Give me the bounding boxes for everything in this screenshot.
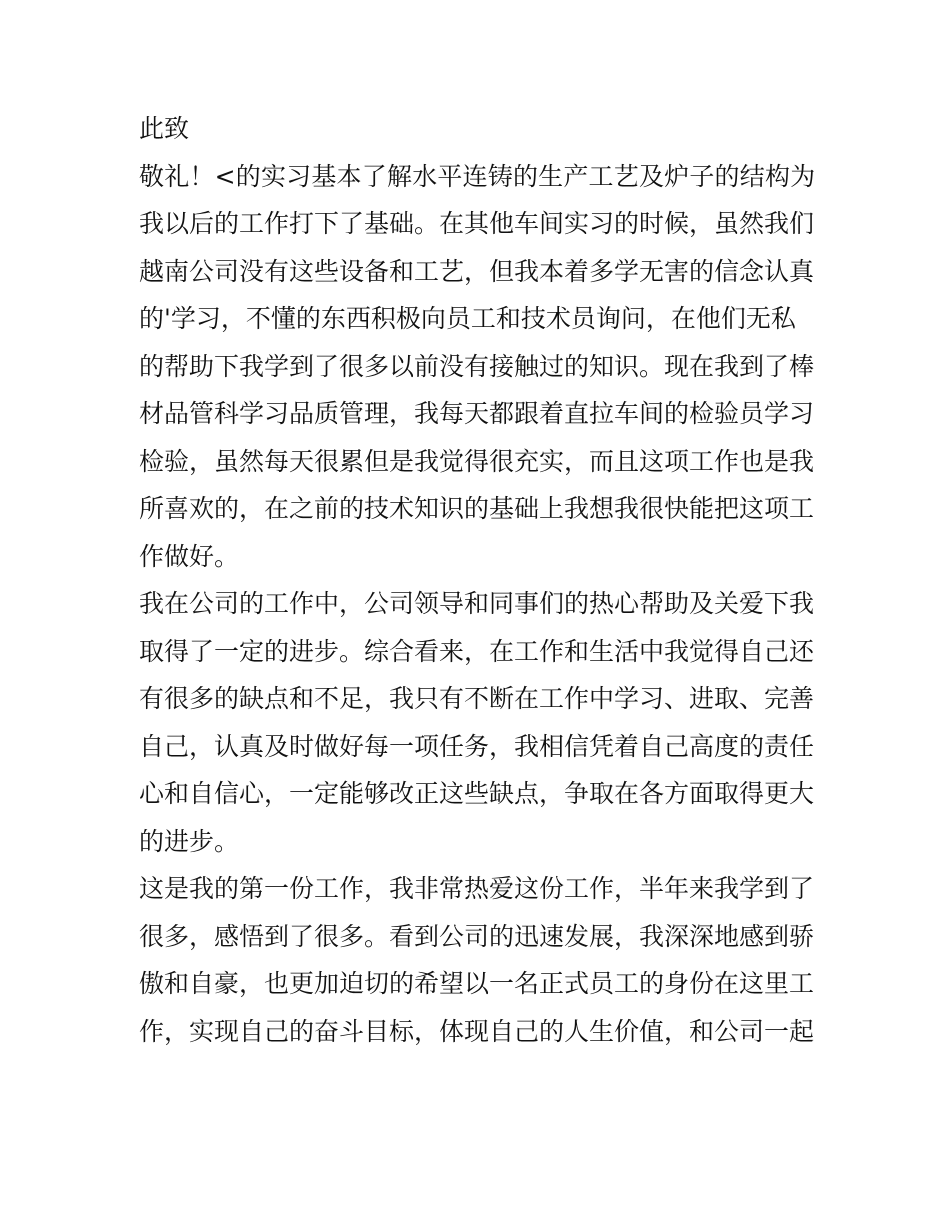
text-line: 作做好。 [139,541,240,571]
paragraph-2 [139,580,815,865]
paragraph-3 [139,865,815,1055]
document-body [139,105,815,1055]
salutation-line: 此致 [139,114,190,143]
text-line: 敬礼！<的实习基本了解水平连铸的生产工艺及炉子的结构为 [139,161,816,191]
paragraph-1 [139,153,815,581]
text-line: 傲和自豪，也更加迫切的希望以一名正式员工的身份在这里工 [139,969,815,998]
text-line: 的帮助下我学到了很多以前没有接触过的知识。现在我到了棒 [139,351,815,381]
text-line: 的'学习，不懂的东西积极向员工和技术员询问，在他们无私 [139,304,796,333]
text-line: 作，实现自己的奋斗目标，体现自己的人生价值，和公司一起 [139,1016,815,1046]
text-line: 检验，虽然每天很累但是我觉得很充实，而且这项工作也是我 [139,446,815,476]
text-line: 我以后的工作打下了基础。在其他车间实习的时候，虽然我们 [139,209,815,238]
text-line: 心和自信心，一定能够改正这些缺点，争取在各方面取得更大 [139,779,815,808]
text-line: 这是我的第一份工作，我非常热爱这份工作，半年来我学到了 [139,874,815,903]
text-line: 越南公司没有这些设备和工艺，但我本着多学无害的信念认真 [139,256,815,286]
text-line: 取得了一定的进步。综合看来，在工作和生活中我觉得自己还 [139,636,815,666]
text-line: 很多，感悟到了很多。看到公司的迅速发展，我深深地感到骄 [139,921,815,951]
text-line: 我在公司的工作中，公司领导和同事们的热心帮助及关爱下我 [139,589,815,618]
text-line: 材品管科学习品质管理，我每天都跟着直拉车间的检验员学习 [139,399,815,428]
text-line: 所喜欢的，在之前的技术知识的基础上我想我很快能把这项工 [139,494,815,523]
text-line: 有很多的缺点和不足，我只有不断在工作中学习、进取、完善 [139,684,815,713]
text-line: 自己，认真及时做好每一项任务，我相信凭着自己高度的责任 [139,731,815,761]
text-line: 的进步。 [139,826,240,856]
